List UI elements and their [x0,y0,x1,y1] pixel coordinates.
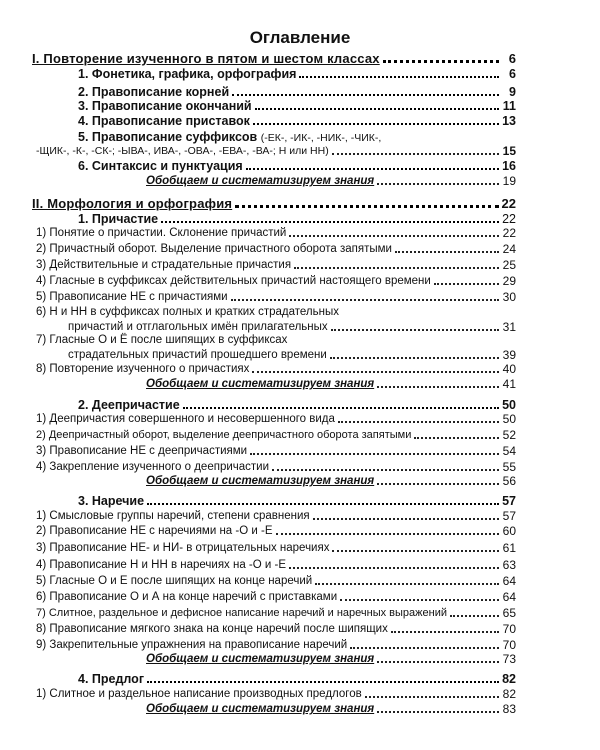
toc-page-number: 41 [502,377,516,391]
toc-subsection-label: 2. Деепричастие [78,398,180,412]
toc-page-number: 11 [502,99,516,113]
toc-entry-continuation[interactable] [68,320,516,334]
toc-entry-continuation[interactable] [68,348,516,362]
toc-subsection[interactable] [78,398,516,412]
dot-leader [330,357,499,359]
dot-leader [338,421,499,423]
toc-page-number: 82 [502,672,516,686]
toc-page-number: 22 [502,212,516,226]
toc-subsection[interactable] [78,672,516,686]
toc-entry[interactable] [36,428,516,442]
toc-subsection-label: 4. Предлог [78,672,145,686]
toc-entry-first-line[interactable]: 6) Н и НН в суффиксах полных и кратких страдательных [36,306,339,318]
toc-section-1[interactable] [32,52,516,66]
dot-leader [332,550,499,552]
toc-page-number: 64 [502,590,516,604]
toc-page-number: 30 [502,290,516,304]
dot-leader [299,76,499,78]
toc-entry[interactable] [78,67,516,81]
toc-page-number: 57 [502,509,516,523]
toc-summary[interactable] [146,652,516,666]
toc-entry[interactable] [36,226,516,240]
toc-entry[interactable] [78,114,516,128]
dot-leader [235,205,498,208]
toc-title: Оглавление [249,28,351,47]
toc-entry-label: 4. Правописание приставок [78,114,250,128]
dot-leader [147,681,499,683]
dot-leader [246,168,499,170]
toc-entry[interactable] [36,242,516,256]
toc-entry[interactable] [36,412,516,426]
toc-section-label: II. Морфология и орфография [32,196,233,211]
toc-entry[interactable] [78,159,516,173]
toc-page-number: 61 [502,541,516,555]
toc-entry[interactable] [36,362,516,376]
toc-entry-first-line[interactable] [78,130,381,145]
toc-entry-label: 8) Повторение изученного о причастиях [36,363,250,375]
toc-entry-label: 1. Фонетика, графика, орфография [78,67,297,81]
toc-entry[interactable] [36,524,516,538]
toc-entry-label: -ЩИК-, -К-, -СК-; -ЫВА-, ИВА-, -ОВА-, -ЕВА-, -ВА-; Н или НН) [36,145,329,157]
dot-leader [340,599,499,601]
toc-page-number: 70 [502,638,516,652]
dot-leader [450,615,499,617]
dot-leader [294,267,499,269]
dot-leader [252,371,499,373]
dot-leader [365,696,499,698]
dot-leader [332,153,499,155]
toc-summary[interactable] [146,377,516,391]
toc-page-number: 65 [502,606,516,620]
toc-summary[interactable] [146,174,516,188]
toc-entry-continuation[interactable] [36,144,516,158]
toc-entry[interactable] [36,606,516,620]
dot-leader [161,221,499,223]
toc-entry[interactable] [36,638,516,652]
dot-leader [331,329,499,331]
dot-leader [315,583,499,585]
dot-leader [377,661,499,663]
dot-leader [183,407,499,409]
toc-entry-label: 1) Деепричастия совершенного и несовершенного вида [36,413,335,425]
toc-subsection[interactable] [78,212,516,226]
toc-entry-label: 7) Слитное, раздельное и дефисное написание наречий и наречных выражений [36,607,448,619]
dot-leader [377,183,499,185]
toc-page-number: 50 [502,412,516,426]
toc-entry-label: 2) Деепричастный оборот, выделение деепричастного оборота запятыми [36,429,412,441]
toc-entry-first-line[interactable]: 7) Гласные О и Ё после шипящих в суффиксах [36,334,288,346]
dot-leader [414,437,499,439]
toc-subsection-label: 1. Причастие [78,212,159,226]
toc-entry-label: страдательных причастий прошедшего времени [68,349,327,361]
toc-entry-label: 4) Правописание Н и НН в наречиях на -О и -Е [36,559,287,571]
dot-leader [434,283,499,285]
toc-entry-label: 1) Слитное и раздельное написание производных предлогов [36,688,362,700]
toc-entry-label: 4) Гласные в суффиксах действительных причастий настоящего времени [36,275,431,287]
toc-summary-label: Обобщаем и систематизируем знания [146,653,375,665]
toc-entry[interactable] [36,574,516,588]
toc-entry-label: 3) Действительные и страдательные причастия [36,259,292,271]
toc-page-number: 57 [502,494,516,508]
toc-entry-label: 3) Правописание НЕ с деепричастиями [36,445,248,457]
toc-summary-label: Обобщаем и систематизируем знания [146,703,375,715]
toc-page-number: 54 [502,444,516,458]
toc-entry-label: причастий и отглагольных имён прилагательных [68,321,328,333]
toc-entry[interactable] [36,590,516,604]
toc-entry-label: 5. Правописание суффиксов [78,130,258,144]
toc-page-number: 16 [502,159,516,173]
toc-entry-label: 3. Правописание окончаний [78,99,252,113]
toc-entry-label: 1) Смысловые группы наречий, степени сравнения [36,510,310,522]
toc-page-number: 15 [502,144,516,158]
toc-entry-label: 2) Правописание НЕ с наречиями на -О и -Е [36,525,273,537]
toc-entry[interactable] [36,444,516,458]
toc-entry-label: 5) Гласные О и Е после шипящих на конце наречий [36,575,313,587]
toc-page-number: 6 [509,67,516,81]
toc-entry[interactable] [36,541,516,555]
dot-leader [289,567,499,569]
toc-page-number: 22 [501,196,516,211]
toc-summary-label: Обобщаем и систематизируем знания [146,475,375,487]
toc-subsection[interactable] [78,494,516,508]
toc-summary[interactable] [146,702,516,716]
toc-entry-label: 3) Правописание НЕ- и НИ- в отрицательных наречиях [36,542,330,554]
toc-page-number: 83 [502,702,516,716]
toc-entry-label: 9) Закрепительные упражнения на правописание наречий [36,639,348,651]
dot-leader [377,386,499,388]
dot-leader [395,251,499,253]
toc-page-number: 55 [502,460,516,474]
toc-entry-label: 6. Синтаксис и пунктуация [78,159,243,173]
toc-entry[interactable] [36,290,516,304]
toc-summary[interactable] [146,474,516,488]
toc-page-number: 31 [502,320,516,334]
dot-leader [250,453,499,455]
dot-leader [313,518,499,520]
toc-entry[interactable] [36,258,516,272]
dot-leader [147,503,499,505]
toc-entry[interactable] [36,622,516,636]
toc-page-number: 40 [502,362,516,376]
toc-page-number: 73 [502,652,516,666]
toc-entry-label: 4) Закрепление изученного о деепричастии [36,461,270,473]
dot-leader [383,60,499,63]
toc-page-number: 24 [502,242,516,256]
toc-entry-label: 1) Понятие о причастии. Склонение причастий [36,227,287,239]
dot-leader [391,631,499,633]
toc-entry[interactable] [36,558,516,572]
toc-entry-label: 2. Правописание корней [78,85,230,99]
toc-page-number: 22 [502,226,516,240]
toc-section-label: I. Повторение изученного в пятом и шестом классах [32,51,380,66]
dot-leader [350,647,499,649]
toc-entry-label: 5) Правописание НЕ с причастиями [36,291,228,303]
toc-page-number: 29 [502,274,516,288]
toc-page-number: 39 [502,348,516,362]
toc-page-number: 82 [502,687,516,701]
dot-leader [276,533,500,535]
toc-summary-label: Обобщаем и систематизируем знания [146,378,375,390]
toc-entry[interactable] [36,274,516,288]
dot-leader [289,235,499,237]
toc-page-number: 13 [502,114,516,128]
toc-summary-label: Обобщаем и систематизируем знания [146,175,375,187]
dot-leader [377,711,499,713]
dot-leader [272,469,499,471]
toc-entry[interactable] [36,460,516,474]
toc-page-number: 9 [509,85,516,99]
toc-entry[interactable] [36,687,516,701]
toc-entry-label: 8) Правописание мягкого знака на конце наречий после шипящих [36,623,388,635]
dot-leader [253,123,499,125]
toc-page-number: 63 [502,558,516,572]
toc-subsection-label: 3. Наречие [78,494,145,508]
toc-page-number: 6 [508,51,516,66]
toc-entry-label: 2) Причастный оборот. Выделение причастного оборота запятыми [36,243,392,255]
toc-section-2[interactable] [32,197,516,211]
toc-page-number: 60 [502,524,516,538]
toc-page-number: 52 [502,428,516,442]
dot-leader [255,108,499,110]
toc-page-number: 25 [502,258,516,272]
toc-page-number: 70 [502,622,516,636]
toc-page-number: 64 [502,574,516,588]
toc-page-number: 56 [502,474,516,488]
dot-leader [231,299,499,301]
toc-page-number: 19 [502,174,516,188]
toc-entry[interactable] [36,509,516,523]
toc-entry-label: 6) Правописание О и А на конце наречий с приставками [36,591,338,603]
toc-entry[interactable] [78,99,516,113]
dot-leader [232,94,499,96]
toc-entry[interactable] [78,85,516,99]
toc-entry-label-suffixes: (-ЕК-, -ИК-, -НИК-, -ЧИК-, [260,132,382,144]
dot-leader [377,483,499,485]
toc-page-number: 50 [502,398,516,412]
